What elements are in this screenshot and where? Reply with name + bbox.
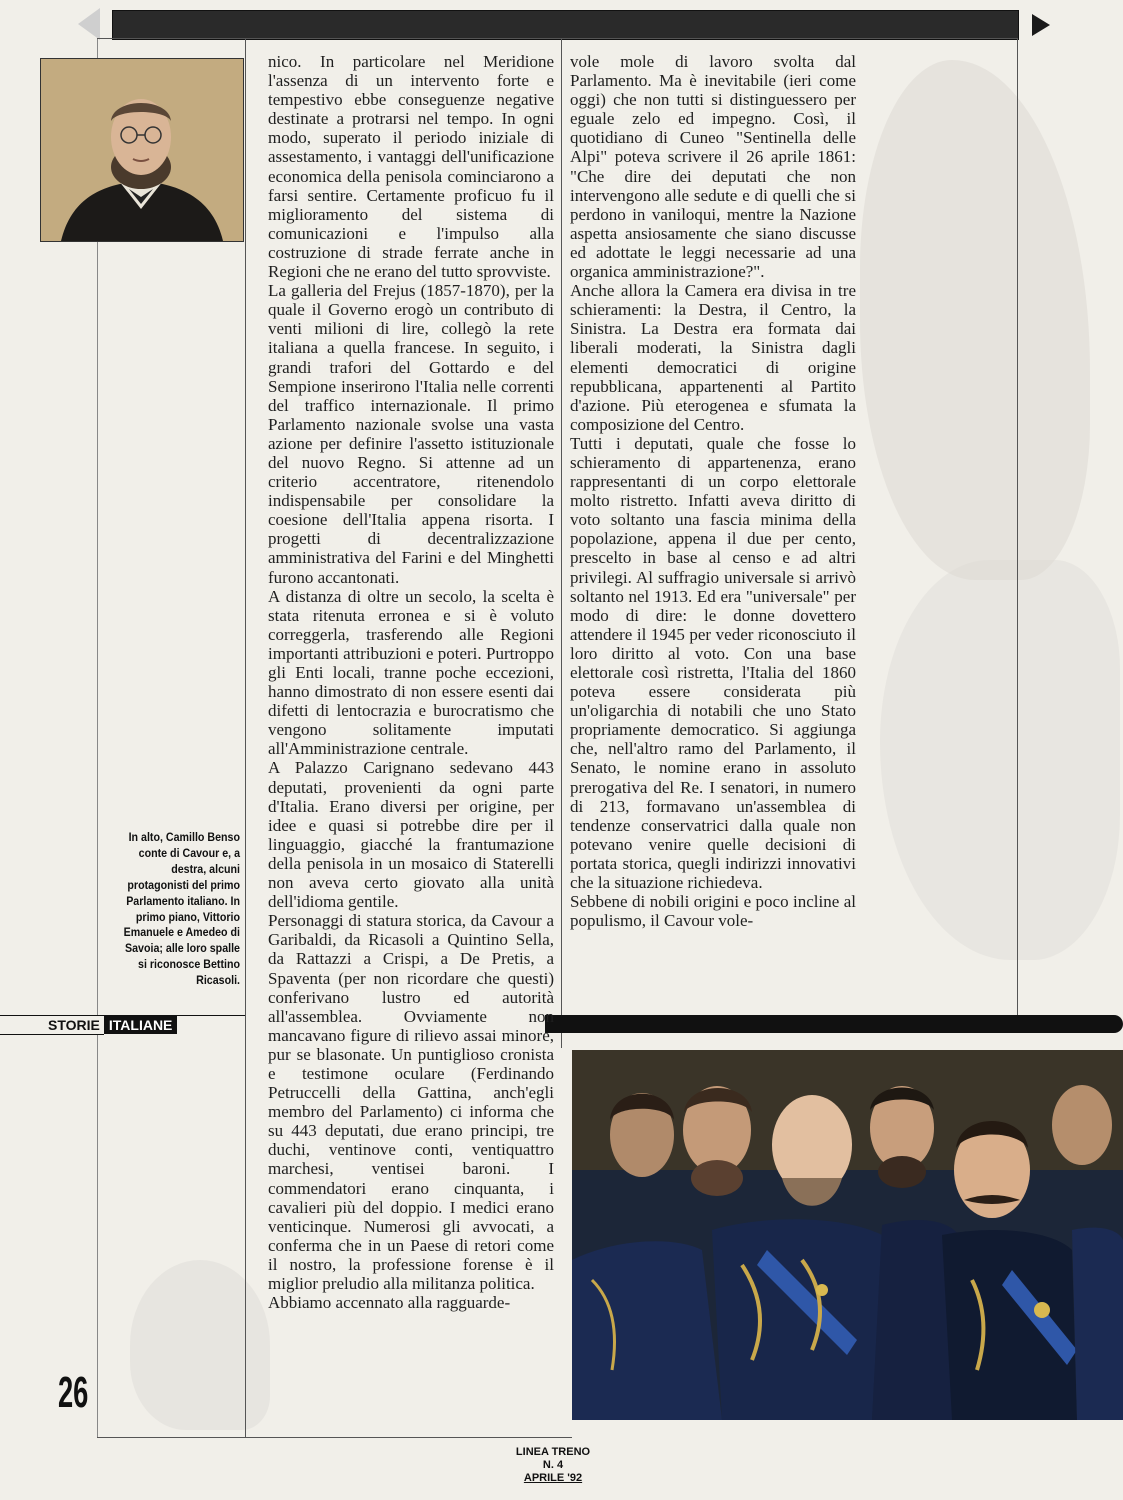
text-column-2: [570, 52, 856, 930]
paragraph: La galleria del Frejus (1857-1870), per la quale il Governo erogò un contributo di venti milioni di lire, collegò la rete italiana a quella francese. In seguito, i grandi trafori del Gottardo e del Sempione inserirono l'Italia nelle correnti del traffico internazionale. Il primo Parlamento nazionale svolse una vasta azione per definire l'assetto istituzionale del nuovo Regno. Si attenne ad un criterio accentratore, ritenendolo indispensabile per consolidare la coesione dell'Italia appena risorta. I progetti di decentralizzazione amministrativa del Farini e del Minghetti furono accantonati.: [268, 281, 554, 587]
section-label-part1: STORIE: [0, 1015, 104, 1035]
paragraph: Tutti i deputati, quale che fosse lo schieramento di appartenenza, erano rappresentanti di un corpo elettorale molto ristretto. Infatti aveva diritto di voto soltanto una fascia minima della popolazione, appena il due per cento, prescelto in base al censo e ad altri privilegi. Al suffragio universale si arrivò soltanto nel 1913. Ed era "universale" per modo di dire: le donne dovettero attendere il 1945 per veder riconosciuto il loro diritto al voto. Con una base elettorale così ristretta, l'Italia del 1860 poteva essere considerata più un'oligarchia di notabili che uno Stato propriamente democratico. Si aggiunga che, nell'altro ramo del Parlamento, il Senato, le nomine erano in assoluto prerogativa del Re. I senatori, in numero di 213, formavano un'assemblea di tendenze conservatrici dalla quale non potevano venire quelle decisioni di portata storica, quegli indirizzi innovativi che la situazione richiedeva.: [570, 433, 856, 893]
text-column-1: [268, 52, 554, 1312]
frame-line-center: [561, 38, 562, 1048]
top-banner: [112, 10, 1019, 40]
painting-illustration: [572, 1050, 1123, 1420]
paragraph: Personaggi di statura storica, da Cavour a Garibaldi, da Ricasoli a Quintino Sella, da Rattazzi a Crispi, a De Pretis, a Spaventa (per non ricordare che questi) conferivano lustro ed autorità all'assemblea. Ovviamente non mancavano figure di rilievo assai minore, pur se blasonate. Un puntiglioso cronista e testimone oculare (Ferdinando Petruccelli della Gattina, anch'egli membro del Parlamento) ci informa che su 443 deputati, due erano principi, tre duchi, ventinove conti, ventiquattro marchesi, ventisei baroni. I commendatori erano cinquanta, i cavalieri più del doppio. I medici erano venticinque. Numerosi gli avvocati, a conferma che in un Paese di retori come il nostro, la professione forense è il miglior preludio alla militanza politica.: [268, 911, 554, 1293]
background-watermark: [860, 60, 1090, 580]
section-band: [545, 1015, 1123, 1033]
background-watermark: [130, 1260, 270, 1430]
footer-magazine-title: LINEA TRENO: [515, 1446, 591, 1458]
paragraph: Abbiamo accennato alla ragguarde-: [268, 1293, 511, 1313]
section-label: [0, 1015, 177, 1033]
paragraph: nico. In particolare nel Meridione l'assenza di un intervento forte e tempestivo ebbe conseguenze negative destinate a protrarsi nel tempo. In ogni modo, superato il periodo iniziale di assestamento, i vantaggi dell'unificazione economica della penisola cominciarono a farsi sentire. Certamente proficuo fu il miglioramento del sistema di comunicazioni e l'impulso alla costruzione di strade ferrate anche in Regioni che ne erano del tutto sprovviste.: [268, 52, 554, 282]
previous-page-arrow-icon[interactable]: [78, 8, 100, 40]
frame-line-outer-left: [97, 38, 98, 1438]
page-number: 26: [58, 1368, 89, 1417]
frame-line-left: [245, 38, 246, 1438]
portrait-illustration: [41, 59, 243, 241]
parliament-painting-image: [572, 1050, 1123, 1420]
paragraph: Anche allora la Camera era divisa in tre schieramenti: la Destra, il Centro, la Sinistra. La Destra era formata dai liberali moderati, la Sinistra dagli elementi democratici di origine repubblicana, appartenenti al Partito d'azione. Più eterogenea e sfumata la composizione del Centro.: [570, 281, 856, 434]
background-watermark: [880, 560, 1120, 960]
paragraph: vole mole di lavoro svolta dal Parlamento. Ma è inevitabile (ieri come oggi) che non tutti si distinguessero per eguale zelo ed impegno. Così, il quotidiano di Cuneo "Sentinella delle Alpi" poteva scrivere il 26 aprile 1861: "Che dire dei deputati che non intervengono alle sedute e di quelli che si perdono in vaniloqui, mentre la Nazione aspetta ansiosamente che siano discusse ed adottate le leggi necessarie ad una organica amministrazione?".: [570, 52, 856, 282]
paragraph: A Palazzo Carignano sedevano 443 deputati, provenienti da ogni parte d'Italia. Erano diversi per origine, per idee e quasi si potrebbe dire per il linguaggio, giacché la frantumazione della penisola in un mosaico di Staterelli non aveva certo giovato alla unità dell'idioma gentile.: [268, 758, 554, 912]
section-label-part2: ITALIANE: [104, 1016, 178, 1034]
paragraph: A distanza di oltre un secolo, la scelta è stata ritenuta erronea e si è voluto correggerla, trasferendo alle Regioni importanti attribuzioni e poteri. Purtroppo gli Enti locali, tranne poche eccezioni, hanno dimostrato di non essere esenti dai difetti di lentocrazia e burocratismo che vengono solitamente imputati all'Amministrazione centrale.: [268, 586, 554, 759]
footer-issue-number: N. 4: [542, 1459, 564, 1471]
magazine-footer: [508, 1446, 598, 1485]
footer-issue-date: APRILE '92: [523, 1472, 583, 1484]
portrait-cavour-image: [40, 58, 244, 242]
paragraph: Sebbene di nobili origini e poco incline al populismo, il Cavour vole-: [570, 892, 856, 931]
photo-caption: In alto, Camillo Benso conte di Cavour e, a destra, alcuni protagonisti del primo Parlamento italiano. In primo piano, Vittorio Emanuele e Amedeo di Savoia; alle loro spalle si riconosce Bettino Ricasoli.: [123, 831, 240, 988]
frame-line-bottom: [97, 1437, 572, 1438]
next-page-arrow-icon[interactable]: [1032, 14, 1050, 36]
frame-line-top: [97, 38, 1017, 39]
frame-line-right: [1017, 38, 1018, 1018]
